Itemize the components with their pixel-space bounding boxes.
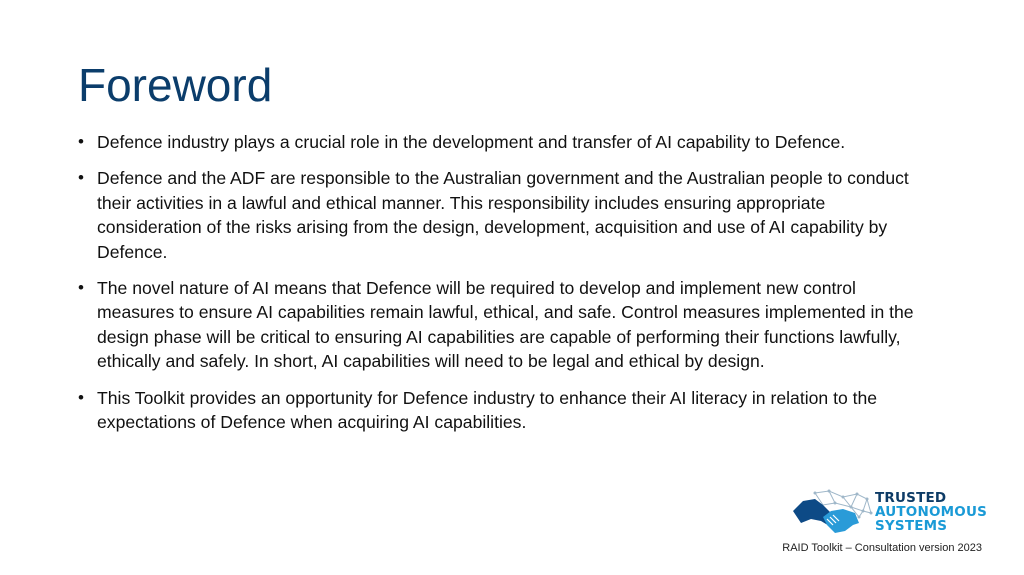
bullet-marker: • [78,168,84,188]
logo-line-autonomous: AUTONOMOUS [875,504,988,520]
slide-title: Foreword [78,59,273,111]
slide-footer: RAID Toolkit – Consultation version 2023 [782,542,982,554]
trusted-autonomous-systems-logo [793,489,988,535]
handshake-network-icon [793,489,873,535]
bullet-text: The novel nature of AI means that Defence will be required to develop and implement new control measures to ensure AI capabilities remain lawful, ethical, and safe. Control measures implemented in the design phase will be critical to ensuring AI capabilities are capable of performing their functions lawfully, ethically and safely. In short, AI capabilities will need to be legal and ethical by design. [97,278,914,372]
bullet-item [78,386,928,435]
bullet-text: This Toolkit provides an opportunity for Defence industry to enhance their AI literacy in relation to the expectations of Defence when acquiring AI capabilities. [97,387,878,433]
bullet-marker: • [78,278,84,298]
logo-wordmark [875,491,987,533]
bullet-text: Defence and the ADF are responsible to the Australian government and the Australian people to conduct their activities in a lawful and ethical manner. This responsibility includes ensuring appropriate consideration of the risks arising from the design, development, acquisition and use of AI capability by Defence. [97,168,909,262]
bullet-item [78,130,928,154]
logo-line-trusted: TRUSTED [875,490,947,506]
bullet-list [78,130,928,446]
bullet-marker: • [78,132,84,151]
bullet-item [78,276,928,374]
bullet-text: Defence industry plays a crucial role in the development and transfer of AI capability to Defence. [97,132,846,152]
bullet-item [78,166,928,264]
bullet-marker: • [78,387,84,407]
logo-line-systems: SYSTEMS [875,518,948,534]
